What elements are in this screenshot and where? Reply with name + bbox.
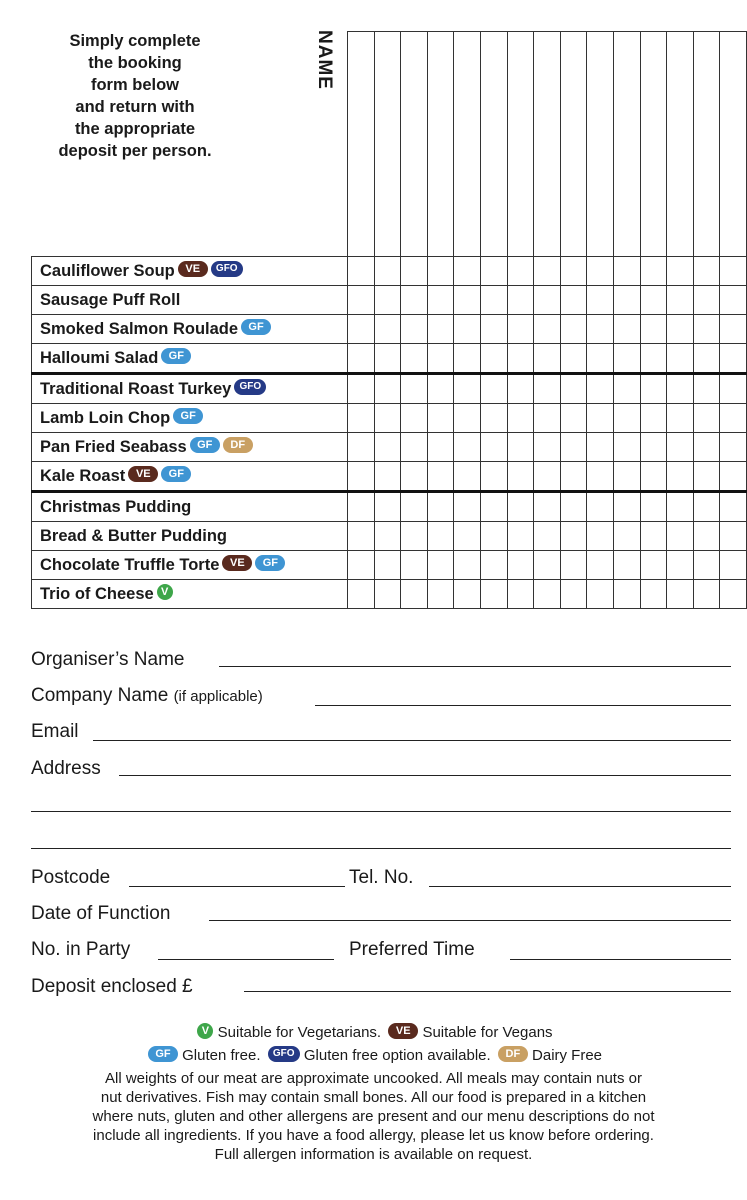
menu-item-name: Christmas Pudding <box>40 497 192 516</box>
order-cell[interactable] <box>587 315 614 344</box>
order-cell[interactable] <box>481 551 508 580</box>
order-cell[interactable] <box>587 522 614 551</box>
time-label: Preferred Time <box>349 939 475 960</box>
time-field[interactable] <box>510 959 731 960</box>
order-cell[interactable] <box>640 522 667 551</box>
intro-line: and return with <box>75 98 195 116</box>
order-cell[interactable] <box>693 404 720 433</box>
order-cell[interactable] <box>348 492 375 522</box>
order-cell[interactable] <box>667 257 694 286</box>
order-cell[interactable] <box>613 522 640 551</box>
order-cell[interactable] <box>720 315 747 344</box>
order-cell[interactable] <box>427 404 454 433</box>
vegetarian-icon: V <box>197 1023 213 1039</box>
order-cell[interactable] <box>720 462 747 492</box>
company-note: (if applicable) <box>173 688 263 705</box>
order-cell[interactable] <box>613 551 640 580</box>
gluten-free-icon: GF <box>241 319 271 335</box>
order-cell[interactable] <box>401 404 428 433</box>
order-cell[interactable] <box>560 344 587 374</box>
order-cell[interactable] <box>534 404 561 433</box>
order-cell[interactable] <box>640 286 667 315</box>
disclaimer <box>20 1069 727 1164</box>
name-header-label: NAME <box>314 30 335 90</box>
order-cell[interactable] <box>534 257 561 286</box>
order-cell[interactable] <box>693 344 720 374</box>
order-cell[interactable] <box>720 286 747 315</box>
name-entry-cell[interactable] <box>454 32 481 257</box>
order-cell[interactable] <box>348 315 375 344</box>
name-entry-cell[interactable] <box>587 32 614 257</box>
order-cell[interactable] <box>587 580 614 609</box>
email-label: Email <box>31 721 79 742</box>
order-cell[interactable] <box>720 344 747 374</box>
order-cell[interactable] <box>667 462 694 492</box>
order-cell[interactable] <box>427 315 454 344</box>
vegan-icon: VE <box>178 261 208 277</box>
order-cell[interactable] <box>507 374 534 404</box>
menu-row <box>32 286 747 315</box>
order-cell[interactable] <box>374 580 401 609</box>
order-cell[interactable] <box>587 374 614 404</box>
order-cell[interactable] <box>481 404 508 433</box>
name-entry-cell[interactable] <box>507 32 534 257</box>
order-cell[interactable] <box>693 257 720 286</box>
order-cell[interactable] <box>693 374 720 404</box>
order-cell[interactable] <box>454 404 481 433</box>
order-cell[interactable] <box>693 433 720 462</box>
deposit-field[interactable] <box>244 991 731 992</box>
order-cell[interactable] <box>720 433 747 462</box>
gluten-free-icon: GF <box>190 437 220 453</box>
order-cell[interactable] <box>507 492 534 522</box>
order-cell[interactable] <box>667 374 694 404</box>
menu-item <box>32 462 348 492</box>
intro-line: Simply complete <box>69 32 201 50</box>
order-cell[interactable] <box>613 404 640 433</box>
order-cell[interactable] <box>587 404 614 433</box>
order-cell[interactable] <box>560 374 587 404</box>
order-cell[interactable] <box>481 315 508 344</box>
order-cell[interactable] <box>401 257 428 286</box>
order-cell[interactable] <box>693 522 720 551</box>
order-cell[interactable] <box>348 404 375 433</box>
order-cell[interactable] <box>720 257 747 286</box>
order-cell[interactable] <box>560 522 587 551</box>
order-cell[interactable] <box>560 315 587 344</box>
order-cell[interactable] <box>427 433 454 462</box>
order-cell[interactable] <box>454 522 481 551</box>
order-cell[interactable] <box>401 374 428 404</box>
order-cell[interactable] <box>534 462 561 492</box>
order-cell[interactable] <box>427 522 454 551</box>
order-cell[interactable] <box>348 286 375 315</box>
order-cell[interactable] <box>427 462 454 492</box>
order-cell[interactable] <box>374 286 401 315</box>
order-cell[interactable] <box>640 344 667 374</box>
order-cell[interactable] <box>427 374 454 404</box>
postcode-field[interactable] <box>129 886 345 887</box>
name-entry-cell[interactable] <box>348 32 375 257</box>
disclaimer-line: Full allergen information is available on request. <box>214 1146 533 1163</box>
order-cell[interactable] <box>348 433 375 462</box>
order-cell[interactable] <box>374 522 401 551</box>
order-cell[interactable] <box>560 492 587 522</box>
menu-item-name: Kale Roast <box>40 466 126 485</box>
order-cell[interactable] <box>454 580 481 609</box>
order-cell[interactable] <box>587 492 614 522</box>
order-cell[interactable] <box>507 580 534 609</box>
name-entry-cell[interactable] <box>374 32 401 257</box>
order-cell[interactable] <box>613 286 640 315</box>
order-cell[interactable] <box>693 551 720 580</box>
gluten-free-option-text: Gluten free option available. <box>303 1047 491 1064</box>
order-cell[interactable] <box>427 257 454 286</box>
order-cell[interactable] <box>640 404 667 433</box>
disclaimer-line: nut derivatives. Fish may contain small bones. All our food is prepared in a kitchen <box>100 1089 647 1106</box>
gluten-free-icon: GF <box>161 348 191 364</box>
menu-row <box>32 374 747 404</box>
order-cell[interactable] <box>374 344 401 374</box>
menu-row <box>32 492 747 522</box>
intro-line: the appropriate <box>74 120 196 138</box>
gluten-free-option-icon: GFO <box>234 379 266 395</box>
menu-item <box>32 315 348 344</box>
order-cell[interactable] <box>640 580 667 609</box>
company-field[interactable] <box>315 705 731 706</box>
order-cell[interactable] <box>560 580 587 609</box>
menu-row <box>32 522 747 551</box>
order-cell[interactable] <box>374 404 401 433</box>
order-cell[interactable] <box>401 492 428 522</box>
order-cell[interactable] <box>481 433 508 462</box>
order-cell[interactable] <box>481 462 508 492</box>
order-cell[interactable] <box>401 433 428 462</box>
organiser-field[interactable] <box>219 666 731 667</box>
order-cell[interactable] <box>720 551 747 580</box>
order-cell[interactable] <box>613 462 640 492</box>
intro-line: deposit per person. <box>58 142 212 160</box>
intro-line: the booking <box>88 54 182 72</box>
menu-item <box>32 374 348 404</box>
order-cell[interactable] <box>667 315 694 344</box>
order-cell[interactable] <box>534 580 561 609</box>
order-cell[interactable] <box>454 257 481 286</box>
order-cell[interactable] <box>560 551 587 580</box>
order-cell[interactable] <box>534 344 561 374</box>
menu-item <box>32 522 348 551</box>
order-cell[interactable] <box>348 580 375 609</box>
date-field[interactable] <box>209 920 731 921</box>
order-cell[interactable] <box>374 433 401 462</box>
order-cell[interactable] <box>481 374 508 404</box>
order-cell[interactable] <box>720 522 747 551</box>
tel-label: Tel. No. <box>349 867 414 888</box>
menu-item <box>32 551 348 580</box>
disclaimer-line: where nuts, gluten and other allergens are present and our menu descriptions do not <box>92 1108 655 1125</box>
menu-item <box>32 286 348 315</box>
order-cell[interactable] <box>560 462 587 492</box>
party-label: No. in Party <box>31 939 131 960</box>
order-cell[interactable] <box>401 462 428 492</box>
email-field[interactable] <box>93 740 731 741</box>
order-cell[interactable] <box>454 315 481 344</box>
menu-item-name: Halloumi Salad <box>40 348 159 367</box>
deposit-label: Deposit enclosed £ <box>31 976 193 997</box>
order-cell[interactable] <box>401 551 428 580</box>
order-cell[interactable] <box>427 286 454 315</box>
order-cell[interactable] <box>667 433 694 462</box>
gluten-free-icon: GF <box>173 408 203 424</box>
dairy-free-text: Dairy Free <box>532 1047 603 1064</box>
dairy-free-icon: DF <box>498 1046 528 1062</box>
order-cell[interactable] <box>587 551 614 580</box>
order-cell[interactable] <box>401 580 428 609</box>
order-cell[interactable] <box>534 551 561 580</box>
order-cell[interactable] <box>693 315 720 344</box>
order-cell[interactable] <box>401 344 428 374</box>
address-field-2[interactable] <box>31 811 731 812</box>
order-cell[interactable] <box>534 374 561 404</box>
menu-item-name: Pan Fried Seabass <box>40 437 187 456</box>
order-cell[interactable] <box>507 522 534 551</box>
order-cell[interactable] <box>481 492 508 522</box>
order-cell[interactable] <box>507 286 534 315</box>
order-cell[interactable] <box>427 580 454 609</box>
legend-row-1 <box>20 1023 727 1043</box>
order-cell[interactable] <box>613 344 640 374</box>
dietary-legend <box>20 1023 727 1164</box>
party-field[interactable] <box>158 959 334 960</box>
vegan-icon: VE <box>128 466 158 482</box>
order-cell[interactable] <box>454 433 481 462</box>
name-entry-cell[interactable] <box>481 32 508 257</box>
order-cell[interactable] <box>454 286 481 315</box>
order-cell[interactable] <box>454 492 481 522</box>
order-cell[interactable] <box>427 551 454 580</box>
order-cell[interactable] <box>507 433 534 462</box>
order-cell[interactable] <box>507 404 534 433</box>
gluten-free-option-icon: GFO <box>268 1046 300 1062</box>
menu-item-name: Trio of Cheese <box>40 584 154 603</box>
gluten-free-text: Gluten free. <box>182 1047 261 1064</box>
order-cell[interactable] <box>667 286 694 315</box>
menu-row <box>32 580 747 609</box>
order-cell[interactable] <box>534 315 561 344</box>
order-cell[interactable] <box>454 462 481 492</box>
order-cell[interactable] <box>374 315 401 344</box>
gluten-free-icon: GF <box>255 555 285 571</box>
menu-row <box>32 404 747 433</box>
order-cell[interactable] <box>481 580 508 609</box>
order-cell[interactable] <box>401 315 428 344</box>
disclaimer-line: All weights of our meat are approximate uncooked. All meals may contain nuts or <box>105 1070 642 1087</box>
order-cell[interactable] <box>613 257 640 286</box>
order-cell[interactable] <box>693 580 720 609</box>
name-entry-cell[interactable] <box>560 32 587 257</box>
menu-item <box>32 492 348 522</box>
menu-row <box>32 257 747 286</box>
order-cell[interactable] <box>587 344 614 374</box>
order-cell[interactable] <box>667 404 694 433</box>
name-entry-cell[interactable] <box>640 32 667 257</box>
order-cell[interactable] <box>534 522 561 551</box>
order-cell[interactable] <box>507 462 534 492</box>
order-cell[interactable] <box>587 462 614 492</box>
order-cell[interactable] <box>454 344 481 374</box>
order-cell[interactable] <box>640 551 667 580</box>
order-cell[interactable] <box>481 344 508 374</box>
legend-row-2 <box>20 1046 727 1066</box>
order-cell[interactable] <box>667 522 694 551</box>
name-entry-cell[interactable] <box>693 32 720 257</box>
address-field-3[interactable] <box>31 848 731 849</box>
organiser-label: Organiser’s Name <box>31 649 185 670</box>
order-cell[interactable] <box>374 374 401 404</box>
menu-item-name: Lamb Loin Chop <box>40 408 171 427</box>
order-cell[interactable] <box>613 580 640 609</box>
order-cell[interactable] <box>640 257 667 286</box>
order-cell[interactable] <box>348 257 375 286</box>
order-cell[interactable] <box>454 551 481 580</box>
vegan-icon: VE <box>222 555 252 571</box>
menu-item <box>32 404 348 433</box>
gluten-free-icon: GF <box>161 466 191 482</box>
company-label <box>31 685 263 707</box>
vegetarian-text: Suitable for Vegetarians. <box>217 1024 382 1041</box>
menu-item-name: Bread & Butter Pudding <box>40 526 228 545</box>
order-cell[interactable] <box>720 580 747 609</box>
order-cell[interactable] <box>560 433 587 462</box>
postcode-label: Postcode <box>31 867 111 888</box>
menu-item-name: Smoked Salmon Roulade <box>40 319 239 338</box>
order-cell[interactable] <box>454 374 481 404</box>
order-cell[interactable] <box>667 344 694 374</box>
menu-item-name: Sausage Puff Roll <box>40 290 181 309</box>
order-cell[interactable] <box>401 522 428 551</box>
order-cell[interactable] <box>481 522 508 551</box>
name-entry-cell[interactable] <box>401 32 428 257</box>
order-cell[interactable] <box>693 492 720 522</box>
order-cell[interactable] <box>374 551 401 580</box>
menu-item <box>32 433 348 462</box>
menu-item <box>32 344 348 374</box>
menu-item-name: Chocolate Truffle Torte <box>40 555 220 574</box>
address-label: Address <box>31 758 101 779</box>
order-cell[interactable] <box>507 551 534 580</box>
order-cell[interactable] <box>481 286 508 315</box>
order-cell[interactable] <box>534 433 561 462</box>
order-cell[interactable] <box>667 580 694 609</box>
order-cell[interactable] <box>348 551 375 580</box>
order-cell[interactable] <box>427 492 454 522</box>
order-cell[interactable] <box>640 315 667 344</box>
order-cell[interactable] <box>481 257 508 286</box>
order-cell[interactable] <box>348 462 375 492</box>
order-cell[interactable] <box>348 374 375 404</box>
order-cell[interactable] <box>613 315 640 344</box>
tel-field[interactable] <box>429 886 731 887</box>
order-cell[interactable] <box>507 344 534 374</box>
order-cell[interactable] <box>640 462 667 492</box>
menu-row <box>32 551 747 580</box>
order-cell[interactable] <box>374 462 401 492</box>
name-entry-cell[interactable] <box>427 32 454 257</box>
order-cell[interactable] <box>667 492 694 522</box>
order-cell[interactable] <box>374 492 401 522</box>
order-cell[interactable] <box>560 257 587 286</box>
order-cell[interactable] <box>720 492 747 522</box>
menu-row <box>32 433 747 462</box>
menu-row <box>32 315 747 344</box>
menu-row <box>32 462 747 492</box>
order-cell[interactable] <box>693 286 720 315</box>
order-cell[interactable] <box>534 492 561 522</box>
menu-item <box>32 257 348 286</box>
order-cell[interactable] <box>720 374 747 404</box>
order-cell[interactable] <box>667 551 694 580</box>
order-cell[interactable] <box>693 462 720 492</box>
vegetarian-icon: V <box>157 584 173 600</box>
order-cell[interactable] <box>720 404 747 433</box>
order-cell[interactable] <box>348 344 375 374</box>
order-cell[interactable] <box>587 286 614 315</box>
name-entry-cell[interactable] <box>667 32 694 257</box>
order-cell[interactable] <box>587 433 614 462</box>
order-cell[interactable] <box>374 257 401 286</box>
order-cell[interactable] <box>507 257 534 286</box>
name-entry-cell[interactable] <box>534 32 561 257</box>
name-entry-cell[interactable] <box>720 32 747 257</box>
menu-item <box>32 580 348 609</box>
intro-line: form below <box>90 76 179 94</box>
order-cell[interactable] <box>640 433 667 462</box>
menu-item-name: Traditional Roast Turkey <box>40 379 232 398</box>
order-cell[interactable] <box>507 315 534 344</box>
date-label: Date of Function <box>31 903 171 924</box>
order-cell[interactable] <box>613 433 640 462</box>
order-cell[interactable] <box>427 344 454 374</box>
grid-header-blank <box>32 32 348 257</box>
company-label-text: Company Name <box>31 685 169 706</box>
order-cell[interactable] <box>587 257 614 286</box>
booking-grid <box>31 31 747 609</box>
menu-item-name: Cauliflower Soup <box>40 261 175 280</box>
order-cell[interactable] <box>640 492 667 522</box>
order-cell[interactable] <box>534 286 561 315</box>
gluten-free-icon: GF <box>148 1046 178 1062</box>
order-cell[interactable] <box>613 374 640 404</box>
order-cell[interactable] <box>401 286 428 315</box>
dairy-free-icon: DF <box>223 437 253 453</box>
menu-row <box>32 344 747 374</box>
gluten-free-option-icon: GFO <box>211 261 243 277</box>
vegan-text: Suitable for Vegans <box>422 1024 553 1041</box>
address-field-1[interactable] <box>119 775 731 776</box>
order-cell[interactable] <box>560 286 587 315</box>
vegan-icon: VE <box>388 1023 418 1039</box>
order-cell[interactable] <box>613 492 640 522</box>
name-entry-cell[interactable] <box>613 32 640 257</box>
order-cell[interactable] <box>640 374 667 404</box>
order-cell[interactable] <box>348 522 375 551</box>
order-cell[interactable] <box>560 404 587 433</box>
disclaimer-line: include all ingredients. If you have a food allergy, please let us know before ordering. <box>93 1127 654 1144</box>
